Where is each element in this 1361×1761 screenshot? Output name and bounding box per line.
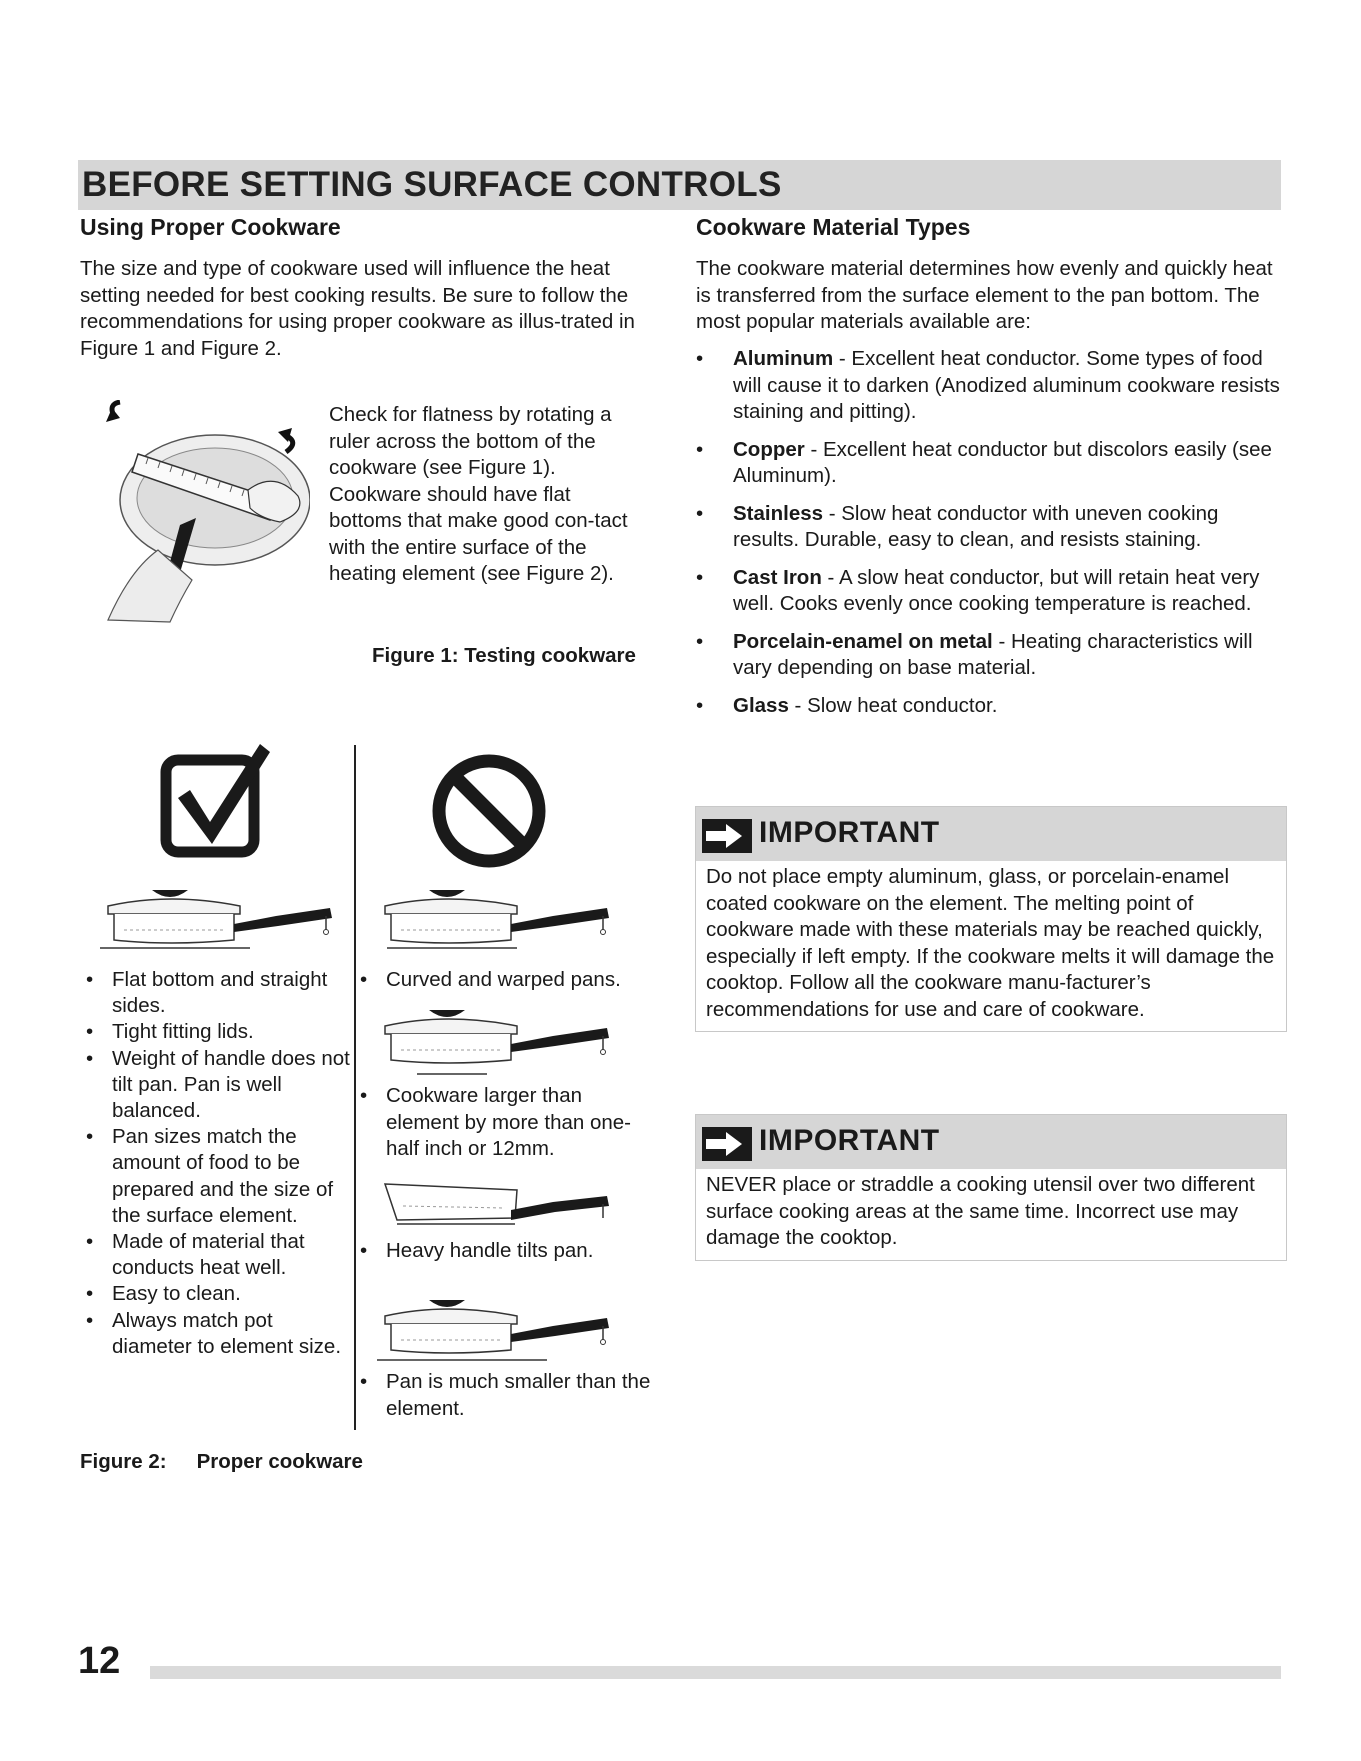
list-item: • Flat bottom and straight sides.: [86, 967, 356, 1019]
important-header: [696, 807, 1286, 861]
figure1-caption: [372, 644, 636, 668]
figure1-label: Figure 1:: [372, 644, 459, 667]
important-title: IMPORTANT: [759, 816, 940, 849]
material-desc: - Slow heat conductor with uneven cooking results. Durable, easy to clean, and resists staining.: [733, 501, 1219, 551]
important-notice-straddle: [695, 1114, 1287, 1261]
list-item: • Made of material that conducts heat well.: [86, 1229, 356, 1281]
material-desc: - Slow heat conductor.: [788, 693, 998, 717]
footer-rule: [150, 1666, 1281, 1679]
material-item: [696, 565, 1286, 618]
material-name: Copper: [733, 437, 805, 461]
material-name: Aluminum: [733, 347, 834, 370]
material-item: [696, 346, 1286, 426]
list-item: • Heavy handle tilts pan.: [360, 1238, 660, 1265]
material-name: Glass: [733, 693, 789, 717]
checkmark-icon: [160, 740, 275, 860]
material-name: Porcelain-enamel on metal: [733, 629, 993, 653]
material-desc: - Excellent heat conductor. Some types of food will cause it to darken (Anodized aluminum cookware resists staining and pitting).: [733, 347, 1280, 423]
figure2-title: Proper cookware: [196, 1450, 363, 1473]
material-name: Cast Iron: [733, 565, 822, 589]
figure1-title: Testing cookware: [464, 644, 636, 667]
good-pan-illustration: [100, 880, 360, 960]
material-desc: - Heating characteristics will vary depending on base material.: [733, 629, 1253, 679]
important-notice-empty-cookware: [695, 806, 1287, 1032]
list-item: • Tight fitting lids.: [86, 1019, 356, 1045]
important-body: NEVER place or straddle a cooking utensil over two different surface cooking areas at the same time. Incorrect use may damage the cooktop.: [706, 1173, 1255, 1249]
improper-cookware-item: [360, 967, 660, 994]
material-desc: - Excellent heat conductor but discolors easily (see Aluminum).: [733, 437, 1272, 487]
page-number: 12: [78, 1640, 121, 1682]
list-item: • Pan is much smaller than the element.: [360, 1369, 660, 1422]
section-banner: [78, 160, 1281, 210]
list-item: • Curved and warped pans.: [360, 967, 660, 994]
list-item: • Cookware larger than element by more than one-half inch or 12mm.: [360, 1083, 660, 1163]
list-item: • Pan sizes match the amount of food to be prepared and the size of the surface element.: [86, 1124, 356, 1229]
improper-cookware-item: [360, 1083, 660, 1163]
list-item: • Easy to clean.: [86, 1281, 356, 1307]
arrow-right-icon: [702, 819, 752, 853]
improper-cookware-item: [360, 1369, 660, 1422]
important-title: IMPORTANT: [759, 1124, 940, 1157]
flatness-check-text: Check for flatness by rotating a ruler across the bottom of the cookware (see Figure 1). Cookware should have flat bottoms that make good con-tact with the entire surface of the heating element (see Figure 2).: [329, 403, 628, 585]
list-item: • Always match pot diameter to element size.: [86, 1308, 356, 1360]
tilted-pan-illustration: [377, 1178, 637, 1238]
proper-cookware-list: [86, 967, 356, 1360]
materials-list: [696, 346, 1286, 730]
prohibited-icon: [430, 752, 548, 870]
section-title: BEFORE SETTING SURFACE CONTROLS: [82, 165, 782, 204]
small-pan-illustration: [377, 1290, 637, 1370]
oversized-pan-illustration: [377, 1000, 637, 1080]
material-item: [696, 437, 1286, 490]
material-item: [696, 693, 1286, 720]
material-item: [696, 629, 1286, 682]
figure2-caption: [80, 1450, 363, 1474]
using-proper-cookware-heading: Using Proper Cookware: [80, 214, 341, 240]
material-name: Stainless: [733, 501, 824, 525]
cookware-material-intro: The cookware material determines how evenly and quickly heat is transferred from the surface element to the pan bottom. The most popular materials available are:: [696, 257, 1273, 333]
important-header: [696, 1115, 1286, 1169]
ruler-test-illustration: [100, 400, 310, 625]
improper-cookware-item: [360, 1238, 660, 1265]
curved-pan-illustration: [377, 880, 637, 960]
important-body: Do not place empty aluminum, glass, or porcelain-enamel coated cookware on the element. The melting point of cookware made with these materials may be reached quickly, especially if left empty. If the cookware melts it will damage the cooktop. Follow all the cookware manu-facturer’s recommendations for use and care of cookware.: [706, 865, 1275, 1021]
material-desc: - A slow heat conductor, but will retain heat very well. Cooks evenly once cooking temperature is reached.: [733, 565, 1260, 615]
material-item: [696, 501, 1286, 554]
arrow-right-icon: [702, 1127, 752, 1161]
figure2-label: Figure 2:: [80, 1450, 167, 1473]
using-proper-cookware-intro: The size and type of cookware used will influence the heat setting needed for best cooking results. Be sure to follow the recommendations for using proper cookware as illus-trated in Figure 1 and Figure 2.: [80, 257, 635, 360]
cookware-material-types-heading: Cookware Material Types: [696, 214, 971, 240]
list-item: • Weight of handle does not tilt pan. Pan is well balanced.: [86, 1046, 356, 1125]
